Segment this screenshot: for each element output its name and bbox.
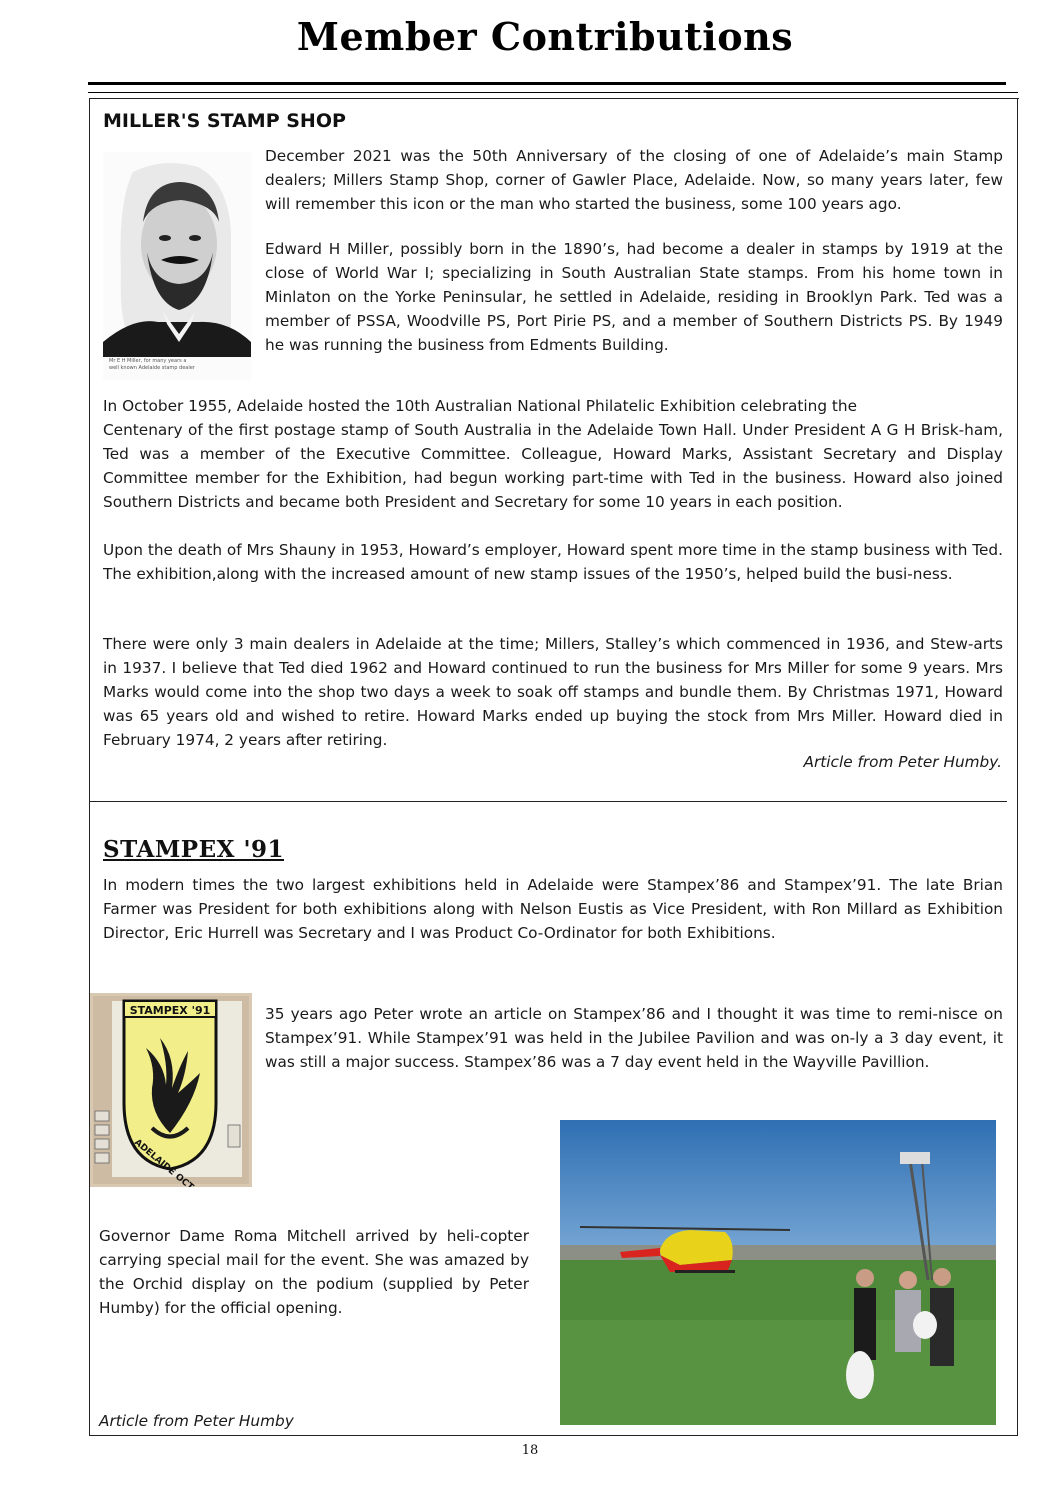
portrait-drawing — [103, 152, 251, 380]
millers-para-2: Edward H Miller, possibly born in the 1890’s, had become a dealer in stamps by 1919 at the close of World War I; specializing in South Australian State stamps. From his home town in Minlaton on the Yorke Peninsular, he settled in Adelaide, residing in Brooklyn Park. Ted was a member of PSSA, Woodville PS, Port Pirie PS, and a member of Southern Districts PS. By 1949 he was running the business from Edments Building. — [265, 240, 1003, 354]
page-title: Member Contributions — [296, 14, 794, 59]
stampex-credit: Article from Peter Humby — [99, 1412, 294, 1430]
section-heading-millers: MILLER'S STAMP SHOP — [103, 110, 346, 132]
stampex-para-3: Governor Dame Roma Mitchell arrived by heli-copter carrying special mail for the event. She was amazed by the Orchid display on the podium (supplied by Peter Humby) for the official opening. — [99, 1227, 529, 1317]
stampex-badge-image — [90, 993, 252, 1187]
title-rule-thin — [88, 92, 1018, 93]
section-heading-stampex: STAMPEX '91 — [103, 836, 284, 863]
millers-para-4: Upon the death of Mrs Shauny in 1953, Howard’s employer, Howard spent more time in the stamp business with Ted. The exhibition,along with the increased amount of new stamp issues of the 1950’s, helped build the busi-ness. — [103, 541, 1003, 583]
millers-para-3: Centenary of the first postage stamp of South Australia in the Adelaide Town Hall. Under President A G H Brisk-ham, Ted was a member of the Executive Committee. Colleague, Howard Marks, Assistant Secretary and Display Committee member for the Exhibition, had begun working part-time with Ted in the business. Howard also joined Southern Districts and became both President and Secretary for some 10 years in each position. — [103, 421, 1003, 511]
stampex-para-1: In modern times the two largest exhibitions held in Adelaide were Stampex’86 and Stampex’91. The late Brian Farmer was President for both exhibitions along with Nelson Eustis as Vice President, with Ron Millard as Exhibition Director, Eric Hurrell was Secretary and I was Product Co-Ordinator for both Exhibitions. — [103, 876, 1003, 942]
page-number: 18 — [521, 1443, 539, 1458]
badge-title: STAMPEX '91 — [129, 1004, 211, 1017]
helicopter-photo-drawing — [560, 1120, 996, 1425]
stampex-para-2: 35 years ago Peter wrote an article on Stampex’86 and I thought it was time to remi-nisce on Stampex’91. While Stampex’91 was held in the Jubilee Pavilion and was on-ly a 3 day event, it was still a major success. Stampex’86 was a 7 day event held in the Wayville Pavillion. — [265, 1005, 1003, 1071]
helicopter-photo — [560, 1120, 996, 1425]
title-rule — [88, 82, 1006, 85]
millers-para-3-line1: In October 1955, Adelaide hosted the 10th Australian National Philatelic Exhibition celebrating the — [103, 397, 858, 415]
stampex-badge-drawing — [90, 993, 252, 1187]
millers-para-1: December 2021 was the 50th Anniversary of the closing of one of Adelaide’s main Stamp dealers; Millers Stamp Shop, corner of Gawler Place, Adelaide. Now, so many years later, few will remember this icon or the man who started the business, some 100 years ago. — [265, 147, 1003, 213]
millers-credit: Article from Peter Humby. — [803, 753, 1002, 771]
millers-para-5: There were only 3 main dealers in Adelaide at the time; Millers, Stalley’s which commenced in 1936, and Stew-arts in 1937. I believe that Ted died 1962 and Howard continued to run the business for Mrs Miller for some 9 years. Mrs Marks would come into the shop two days a week to soak off stamps and bundle them. By Christmas 1971, Howard was 65 years old and wished to retire. Howard Marks ended up buying the stock from Mrs Miller. Howard died in February 1974, 2 years after retiring. — [103, 635, 1003, 749]
portrait-image — [103, 152, 251, 380]
svg-text:well known Adelaide stamp deal: well known Adelaide stamp dealer — [109, 365, 195, 371]
badge-ring-text: ADELAIDE OCT — [132, 1137, 196, 1187]
svg-text:Mr E H Miller, for many years: Mr E H Miller, for many years a — [109, 358, 187, 364]
section-divider — [89, 801, 1007, 802]
